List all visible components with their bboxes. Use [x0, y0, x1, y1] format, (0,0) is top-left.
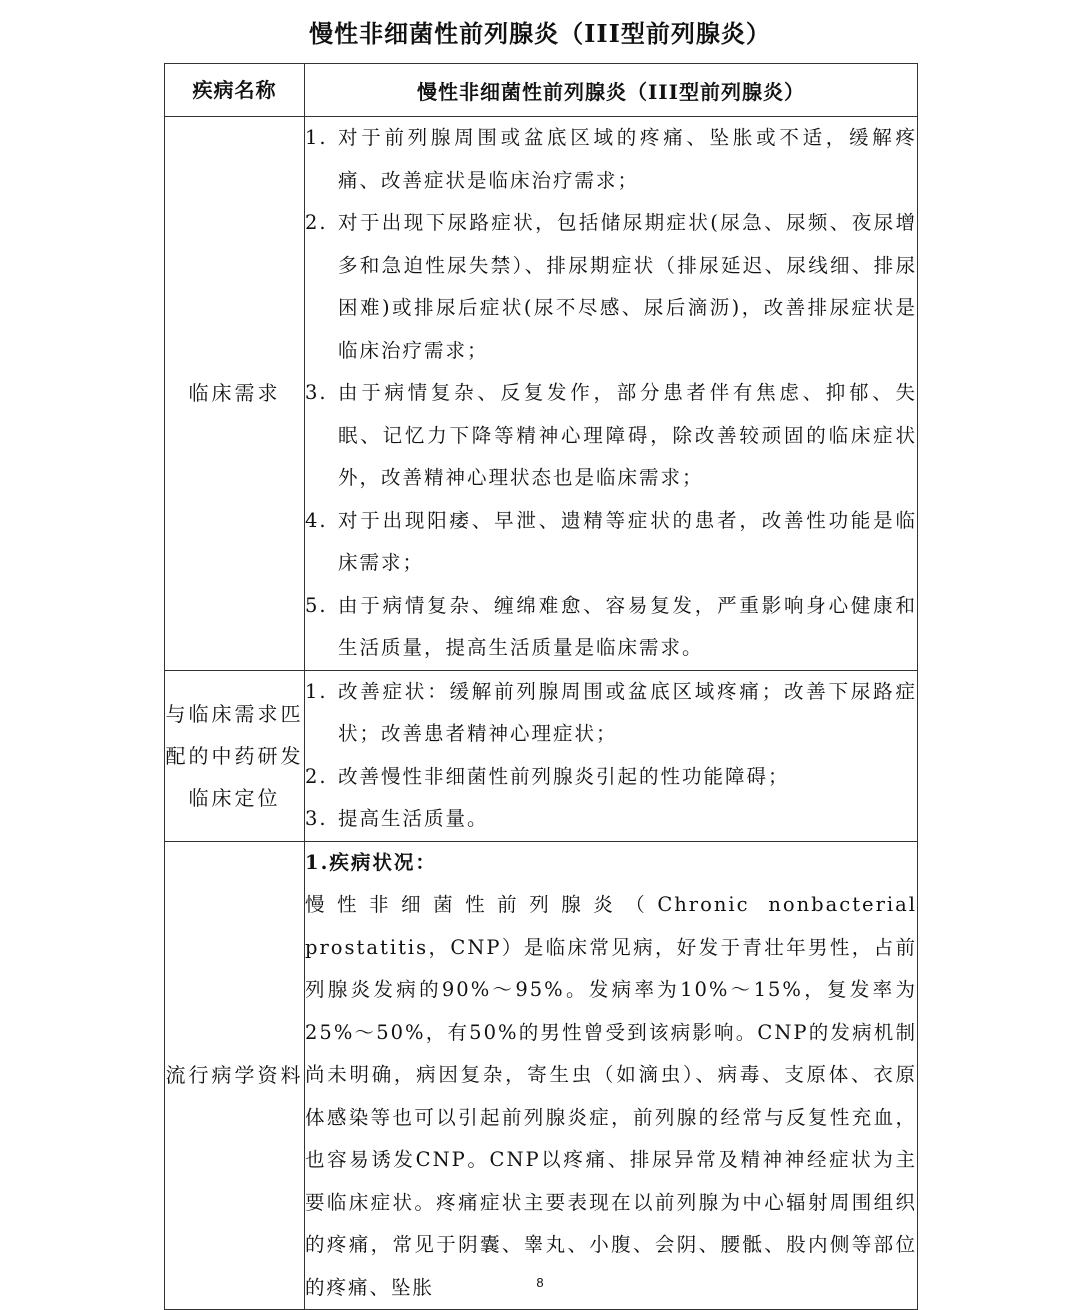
item-text: 对于出现下尿路症状，包括储尿期症状(尿急、尿频、夜尿增多和急迫性尿失禁）、排尿期症状（排尿延迟、尿线细、排尿困难)或排尿后症状(尿不尽感、尿后滴沥)，改善排尿症状是临床治疗需求；: [338, 211, 917, 362]
header-label: 疾病名称: [165, 64, 305, 117]
item-number: 2.: [305, 764, 328, 788]
table-row-header: [165, 64, 918, 117]
list-item: [305, 671, 917, 756]
item-number: 1.: [305, 679, 328, 703]
list-item: [305, 500, 917, 585]
item-text: 提高生活质量。: [338, 807, 489, 830]
epidemiology-content: [305, 841, 918, 1310]
item-number: 3.: [305, 381, 328, 404]
list-item: [305, 202, 917, 372]
item-number: 4.: [305, 508, 328, 532]
table-row-positioning: [165, 670, 918, 841]
item-text: 对于前列腺周围或盆底区域的疼痛、坠胀或不适，缓解疼痛、改善症状是临床治疗需求；: [338, 126, 917, 192]
document-title: 慢性非细菌性前列腺炎（III型前列腺炎）: [309, 19, 771, 48]
item-text: 改善症状：缓解前列腺周围或盆底区域疼痛；改善下尿路症状；改善患者精神心理症状；: [338, 679, 917, 745]
item-text: 改善慢性非细菌性前列腺炎引起的性功能障碍；: [338, 764, 790, 788]
item-number: 3.: [305, 807, 328, 830]
item-number: 1.: [305, 126, 328, 149]
positioning-label: 与临床需求匹配的中药研发临床定位: [165, 670, 305, 841]
list-item: [305, 117, 917, 202]
item-number: 2.: [305, 211, 328, 234]
disease-table: [164, 63, 918, 1310]
header-value: 慢性非细菌性前列腺炎（III型前列腺炎）: [305, 64, 918, 117]
positioning-content: [305, 670, 918, 841]
item-text: 由于病情复杂、反复发作，部分患者伴有焦虑、抑郁、失眠、记忆力下降等精神心理障碍，除改善较顽固的临床症状外，改善精神心理状态也是临床需求；: [338, 381, 917, 489]
list-item: [305, 756, 917, 799]
page-number: 8: [536, 1275, 544, 1290]
item-text: 对于出现阳痿、早泄、遗精等症状的患者，改善性功能是临床需求；: [338, 508, 917, 574]
list-item: [305, 798, 917, 841]
list-item: [305, 585, 917, 670]
table-row-epidemiology: [165, 841, 918, 1310]
list-item: [305, 372, 917, 500]
epidemiology-label: 流行病学资料: [165, 841, 305, 1310]
item-number: 5.: [305, 593, 328, 617]
epidemiology-paragraph: 慢性非细菌性前列腺炎（Chronic nonbacterial prostatitis，CNP）是临床常见病，好发于青壮年男性，占前列腺炎发病的90%～95%。发病率为10%～15%，复发率为25%～50%，有50%的男性曾受到该病影响。CNP的发病机制尚未明确，病因复杂，寄生虫（如滴虫）、病毒、支原体、衣原体感染等也可以引起前列腺炎症，前列腺的经常与反复性充血，也容易诱发CNP。CNP以疼痛、排尿异常及精神神经症状为主要临床症状。疼痛症状主要表现在以前列腺为中心辐射周围组织的疼痛，常见于阴囊、睾丸、小腹、会阴、腰骶、股内侧等部位的疼痛、坠胀: [305, 893, 917, 1299]
clinical-needs-label: 临床需求: [165, 117, 305, 671]
clinical-needs-content: [305, 117, 918, 671]
table-row-clinical-needs: [165, 117, 918, 671]
item-text: 由于病情复杂、缠绵难愈、容易复发，严重影响身心健康和生活质量，提高生活质量是临床需求。: [338, 593, 917, 659]
epidemiology-subheading: 1.疾病状况：: [305, 850, 437, 874]
